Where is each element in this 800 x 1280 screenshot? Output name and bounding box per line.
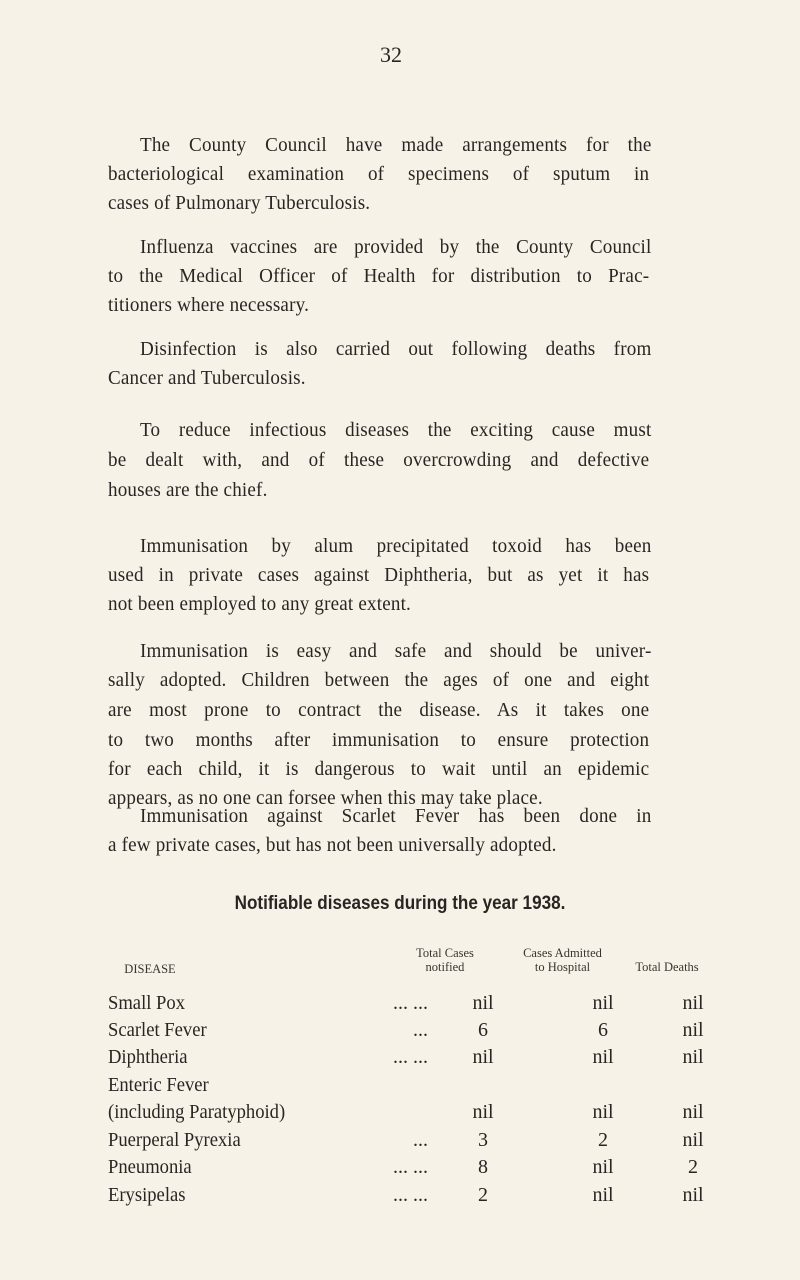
text-line: Immunisation against Scarlet Fever has been done in [140, 805, 652, 827]
cell-dots: ... [413, 1129, 428, 1151]
text-line: sally adopted. Children between the ages of one and eight [108, 669, 650, 691]
cell-dots: ... ... [393, 1184, 428, 1206]
cell-hospital: nil [592, 1156, 614, 1178]
cell-deaths: nil [682, 1046, 704, 1068]
text-line: Immunisation by alum precipitated toxoid has been [140, 535, 652, 557]
text-line: titioners where necessary. [108, 294, 310, 316]
cell-hospital: nil [592, 1184, 614, 1206]
table-row [108, 1101, 708, 1127]
text-line: cases of Pulmonary Tuberculosis. [108, 192, 371, 214]
cell-deaths: nil [682, 1019, 704, 1041]
text-line: appears, as no one can forsee when this may take place. [108, 787, 543, 809]
header-line: notified [425, 960, 465, 974]
cell-notified: 8 [478, 1156, 488, 1178]
cell-disease: Pneumonia [108, 1156, 192, 1178]
table-row [108, 1129, 708, 1155]
header-disease: DISEASE [124, 962, 176, 976]
header-line: to Hospital [534, 960, 591, 974]
text-line: not been employed to any great extent. [108, 593, 412, 615]
table-title: Notifiable diseases during the year 1938. [234, 893, 566, 914]
text-line: Cancer and Tuberculosis. [108, 367, 306, 389]
table-row [108, 992, 708, 1018]
table-row [108, 1156, 708, 1182]
cell-disease: Puerperal Pyrexia [108, 1129, 241, 1151]
text-line: to the Medical Officer of Health for distribution to Prac- [108, 265, 650, 287]
cell-disease: Scarlet Fever [108, 1019, 207, 1041]
page-number: 32 [380, 42, 402, 67]
cell-disease: Small Pox [108, 992, 186, 1014]
table-row [108, 1019, 708, 1045]
cell-notified: nil [472, 1046, 494, 1068]
text-line: for each child, it is dangerous to wait until an epidemic [108, 758, 650, 780]
text-line: Influenza vaccines are provided by the County Council [140, 236, 652, 258]
cell-disease: Diphtheria [108, 1046, 188, 1068]
cell-dots: ... ... [393, 1156, 428, 1178]
table-row [108, 1046, 708, 1072]
header-total-cases [400, 946, 490, 974]
table-row [108, 1074, 708, 1100]
cell-disease: Enteric Fever [108, 1074, 209, 1096]
cell-deaths: nil [682, 1184, 704, 1206]
header-admitted [505, 946, 620, 974]
table-row [108, 1184, 708, 1210]
text-line: used in private cases against Diphtheria, but as yet it has [108, 564, 650, 586]
cell-dots: ... [413, 1019, 428, 1041]
text-line: The County Council have made arrangements for the [140, 134, 652, 156]
text-line: Disinfection is also carried out following deaths from [140, 338, 652, 360]
cell-deaths: nil [682, 992, 704, 1014]
cell-dots: ... ... [393, 992, 428, 1014]
cell-disease: Erysipelas [108, 1184, 186, 1206]
text-line: bacteriological examination of specimens of sputum in [108, 163, 650, 185]
text-line: are most prone to contract the disease. As it takes one [108, 699, 650, 721]
cell-hospital: 2 [598, 1129, 608, 1151]
cell-deaths: nil [682, 1101, 704, 1123]
cell-notified: nil [472, 992, 494, 1014]
cell-notified: 6 [478, 1019, 488, 1041]
text-line: houses are the chief. [108, 479, 268, 501]
cell-hospital: nil [592, 1101, 614, 1123]
header-line: Cases Admitted [523, 946, 602, 960]
text-line: a few private cases, but has not been universally adopted. [108, 834, 557, 856]
text-line: be dealt with, and of these overcrowding and defective [108, 449, 650, 471]
cell-notified: nil [472, 1101, 494, 1123]
cell-deaths: nil [682, 1129, 704, 1151]
cell-hospital: nil [592, 1046, 614, 1068]
text-line: Immunisation is easy and safe and should be univer- [140, 640, 652, 662]
cell-hospital: 6 [598, 1019, 608, 1041]
cell-dots: ... ... [393, 1046, 428, 1068]
cell-deaths: 2 [688, 1156, 698, 1178]
header-total-deaths: Total Deaths [635, 960, 699, 974]
cell-notified: 3 [478, 1129, 488, 1151]
cell-hospital: nil [592, 992, 614, 1014]
cell-disease: (including Paratyphoid) [108, 1101, 286, 1123]
text-line: To reduce infectious diseases the exciting cause must [140, 419, 652, 441]
text-line: to two months after immunisation to ensure protection [108, 729, 650, 751]
cell-notified: 2 [478, 1184, 488, 1206]
header-line: Total Cases [416, 946, 474, 960]
